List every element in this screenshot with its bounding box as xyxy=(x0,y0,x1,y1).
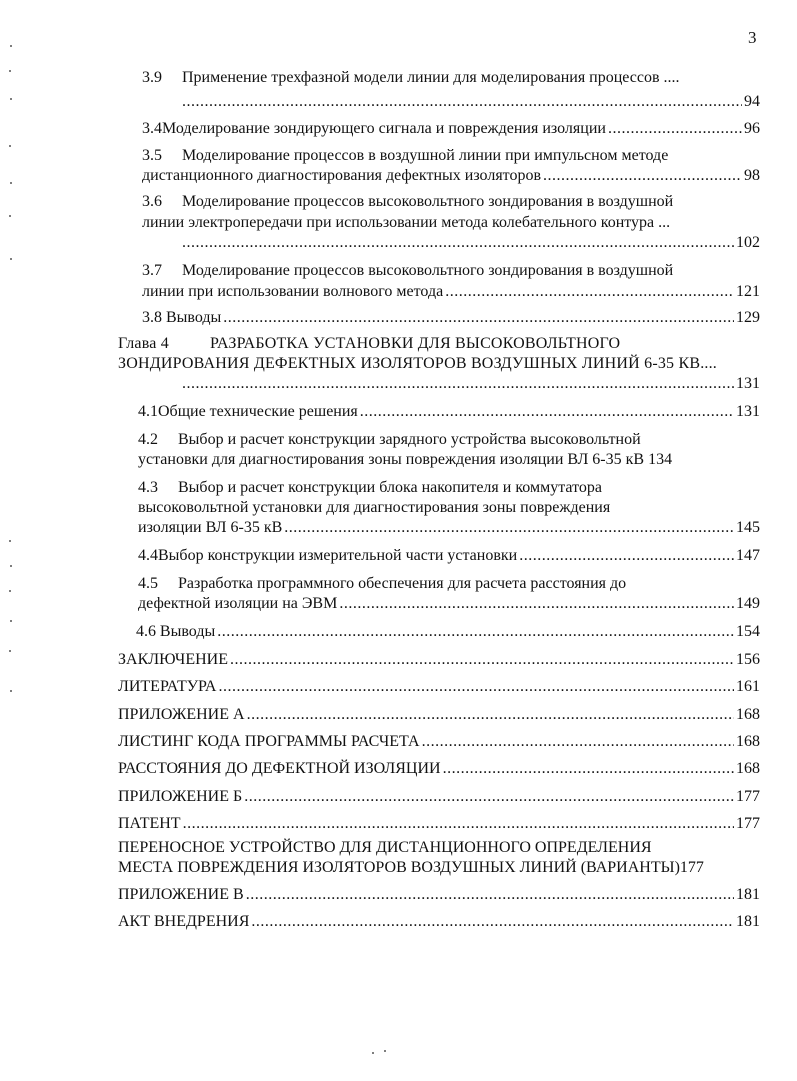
toc-entry-title: ЛИСТИНГ КОДА ПРОГРАММЫ РАСЧЕТА xyxy=(118,733,420,750)
toc-entry-3-8 xyxy=(142,308,760,327)
toc-entry-title: Выбор конструкции измерительной части установки xyxy=(158,547,518,564)
toc-entry-title: дефектной изоляции на ЭВМ xyxy=(138,595,338,612)
dot-leader xyxy=(223,308,734,327)
dot-leader xyxy=(182,233,734,252)
toc-entry-title: Общие технические решения xyxy=(158,403,358,420)
toc-entry-title: МЕСТА ПОВРЕЖДЕНИЯ ИЗОЛЯТОРОВ ВОЗДУШНЫХ ЛИНИЙ (ВАРИАНТЫ) xyxy=(118,859,680,876)
toc-entry-number: 3.4 xyxy=(142,120,162,137)
toc-entry-3-5-cont xyxy=(142,166,760,185)
scan-speck xyxy=(9,590,11,592)
toc-page-number: 102 xyxy=(736,234,760,251)
dot-leader xyxy=(230,650,734,669)
toc-page-number: 149 xyxy=(736,595,760,612)
toc-entry-4-5 xyxy=(138,574,626,593)
toc-section-appendix-a xyxy=(118,705,760,724)
toc-entry-4-6 xyxy=(136,622,760,641)
toc-entry-3-4 xyxy=(142,119,760,138)
toc-page-number: 96 xyxy=(744,120,760,137)
toc-entry-number: 4.3 xyxy=(138,479,158,496)
dot-leader xyxy=(246,885,734,904)
toc-entry-4-4 xyxy=(138,546,760,565)
scan-speck xyxy=(9,650,11,652)
toc-entry-title: Выводы xyxy=(159,623,216,640)
toc-entry-number: 3.7 xyxy=(142,262,162,279)
toc-entry-title: ПРИЛОЖЕНИЕ В xyxy=(118,886,244,903)
scan-speck xyxy=(10,98,12,100)
toc-section-conclusion xyxy=(118,650,760,669)
scan-speck xyxy=(9,70,11,72)
toc-page-number: 177 xyxy=(736,815,760,832)
toc-entry-4-3 xyxy=(138,478,602,497)
toc-entry-4-2 xyxy=(138,430,641,449)
toc-entry-4-1 xyxy=(138,402,760,421)
toc-entry-4-3-cont: высоковольтной установки для диагностирования зоны повреждения xyxy=(138,499,611,516)
toc-entry-3-7-cont xyxy=(142,282,760,301)
toc-chapter-4-leader xyxy=(182,374,760,393)
toc-page-number: 168 xyxy=(736,760,760,777)
toc-entry-number: 3.6 xyxy=(142,193,162,210)
dot-leader xyxy=(244,787,734,806)
dot-leader xyxy=(519,546,734,565)
toc-entry-3-6-leader xyxy=(182,233,760,252)
dot-leader xyxy=(360,402,734,421)
toc-entry-title: ПРИЛОЖЕНИЕ А xyxy=(118,706,245,723)
toc-page-number: 181 xyxy=(736,886,760,903)
toc-entry-number: 4.1 xyxy=(138,403,158,420)
scan-speck xyxy=(372,1052,374,1054)
toc-entry-number: 4.4 xyxy=(138,547,158,564)
scan-speck xyxy=(9,215,11,217)
toc-page-number: 156 xyxy=(736,651,760,668)
toc-entry-title: изоляции ВЛ 6-35 кВ xyxy=(138,519,283,536)
chapter-label: Глава 4 xyxy=(118,335,169,352)
toc-entry-3-6 xyxy=(142,192,673,211)
toc-entry-4-3-cont2 xyxy=(138,518,760,537)
dot-leader xyxy=(251,912,734,931)
toc-page-number: 168 xyxy=(736,733,760,750)
toc-section-device: ПЕРЕНОСНОЕ УСТРОЙСТВО ДЛЯ ДИСТАНЦИОННОГО ОПРЕДЕЛЕНИЯ xyxy=(118,839,652,856)
scan-speck xyxy=(10,182,12,184)
dot-leader xyxy=(182,374,734,393)
scan-speck xyxy=(10,690,12,692)
toc-section-listing xyxy=(118,732,760,751)
toc-entry-number: 3.5 xyxy=(142,147,162,164)
scan-speck xyxy=(10,45,12,47)
toc-entry-title: ПРИЛОЖЕНИЕ Б xyxy=(118,788,243,805)
toc-section-appendix-v xyxy=(118,885,760,904)
page-number: 3 xyxy=(748,28,757,47)
toc-entry-title: Выбор и расчет конструкции блока накопителя и коммутатора xyxy=(178,479,602,496)
dot-leader xyxy=(445,282,734,301)
toc-entry-number: 3.9 xyxy=(142,69,162,86)
scan-speck xyxy=(9,145,11,147)
dot-leader xyxy=(608,119,742,138)
dot-leader xyxy=(284,518,734,537)
toc-entry-title: Моделирование процессов высоковольтного зондирования в воздушной xyxy=(182,262,674,279)
toc-entry-title: Разработка программного обеспечения для расчета расстояния до xyxy=(178,575,627,592)
toc-entry-number: 4.6 xyxy=(136,623,156,640)
scan-speck xyxy=(10,565,12,567)
toc-page-number: 121 xyxy=(736,283,760,300)
toc-page-number: 154 xyxy=(736,623,760,640)
scan-speck xyxy=(9,540,11,542)
toc-entry-title: 3.8 Выводы xyxy=(142,309,222,326)
toc-entry-title: линии при использовании волнового метода xyxy=(142,283,444,300)
toc-entry-title: дистанционного диагностирования дефектных изоляторов xyxy=(142,167,542,184)
scan-speck xyxy=(10,258,12,260)
toc-page-number: 181 xyxy=(736,913,760,930)
toc-entry-title: АКТ ВНЕДРЕНИЯ xyxy=(118,913,250,930)
toc-section-implementation-act xyxy=(118,912,760,931)
toc-entry-title: Моделирование процессов в воздушной линии при импульсном методе xyxy=(182,147,669,164)
dot-leader xyxy=(543,166,742,185)
toc-entry-title: Применение трехфазной модели линии для моделирования процессов .... xyxy=(182,69,680,86)
toc-page-number: 129 xyxy=(736,309,760,326)
toc-page-number: 145 xyxy=(736,519,760,536)
dot-leader xyxy=(422,732,734,751)
chapter-title: РАЗРАБОТКА УСТАНОВКИ ДЛЯ ВЫСОКОВОЛЬТНОГО xyxy=(210,335,621,352)
toc-entry-3-5 xyxy=(142,146,668,165)
toc-entry-title: ЛИТЕРАТУРА xyxy=(118,678,217,695)
toc-section-appendix-b xyxy=(118,787,760,806)
dot-leader xyxy=(247,705,734,724)
dot-leader xyxy=(218,677,734,696)
toc-chapter-4 xyxy=(118,334,620,353)
toc-entry-title: Выбор и расчет конструкции зарядного устройства высоковольтной xyxy=(178,431,641,448)
toc-chapter-4-cont: ЗОНДИРОВАНИЯ ДЕФЕКТНЫХ ИЗОЛЯТОРОВ ВОЗДУШНЫХ ЛИНИЙ 6-35 КВ.... xyxy=(118,355,717,372)
toc-page-number: 98 xyxy=(744,167,760,184)
toc-entry-title: установки для диагностирования зоны повреждения изоляции ВЛ 6-35 кВ xyxy=(138,451,645,468)
scan-speck xyxy=(10,620,12,622)
dot-leader xyxy=(443,759,734,778)
toc-page-number: 131 xyxy=(736,375,760,392)
scan-speck xyxy=(384,1050,386,1052)
toc-entry-4-5-cont xyxy=(138,594,760,613)
toc-page-number: 168 xyxy=(736,706,760,723)
toc-entry-number: 4.2 xyxy=(138,431,158,448)
toc-section-distances xyxy=(118,759,760,778)
toc-page-number: 161 xyxy=(736,678,760,695)
toc-entry-3-9-leader xyxy=(182,92,760,111)
toc-entry-title: РАССТОЯНИЯ ДО ДЕФЕКТНОЙ ИЗОЛЯЦИИ xyxy=(118,760,441,777)
dot-leader xyxy=(217,622,734,641)
toc-entry-title: ПАТЕНТ xyxy=(118,815,181,832)
toc-section-patent xyxy=(118,814,760,833)
toc-page-number: 177 xyxy=(679,859,704,876)
toc-entry-3-6-cont: линии электропередачи при использовании метода колебательного контура ... xyxy=(142,214,671,231)
toc-entry-title: ЗАКЛЮЧЕНИЕ xyxy=(118,651,228,668)
toc-entry-title: Моделирование процессов высоковольтного зондирования в воздушной xyxy=(182,193,674,210)
toc-entry-3-9 xyxy=(142,68,680,87)
dot-leader xyxy=(183,814,734,833)
toc-page-number: 131 xyxy=(736,403,760,420)
toc-section-device-cont xyxy=(118,858,760,877)
toc-page-number: 94 xyxy=(744,93,760,110)
toc-entry-3-7 xyxy=(142,261,673,280)
dot-leader xyxy=(182,92,742,111)
toc-page-number: 134 xyxy=(648,451,673,468)
toc-page-number: 177 xyxy=(736,788,760,805)
dot-leader xyxy=(339,594,734,613)
toc-section-literature xyxy=(118,677,760,696)
toc-entry-4-2-cont xyxy=(138,450,760,469)
toc-page-number: 147 xyxy=(736,547,760,564)
toc-entry-number: 4.5 xyxy=(138,575,158,592)
toc-entry-title: Моделирование зондирующего сигнала и повреждения изоляции xyxy=(162,120,606,137)
